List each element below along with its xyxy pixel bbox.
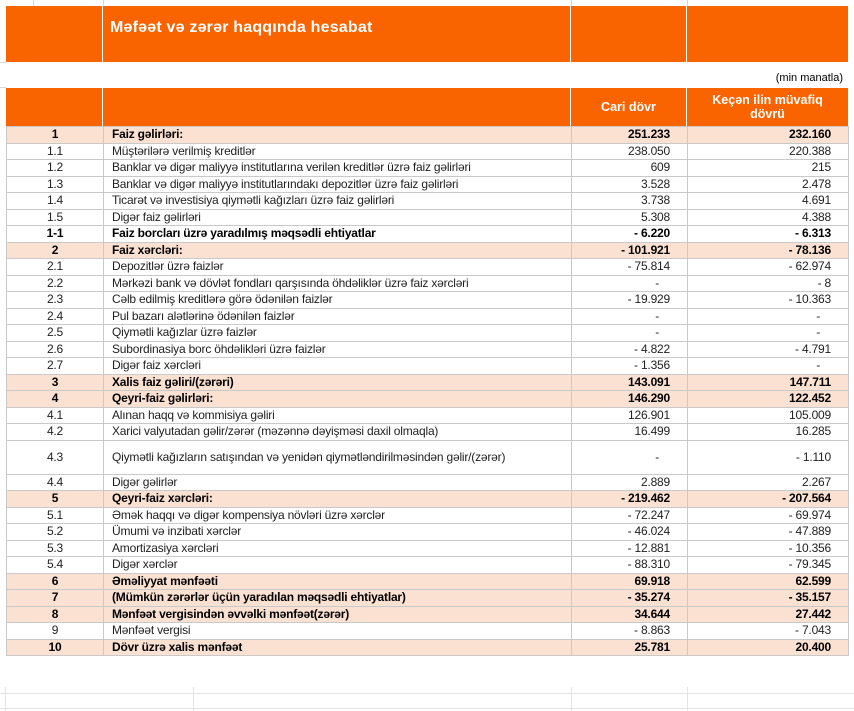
row-label-cell: Faiz borcları üzrə yaradılmış məqsədli ehtiyatlar <box>104 226 572 243</box>
previous-value-cell: 232.160 <box>688 127 849 144</box>
previous-value-cell: 2.267 <box>688 474 849 491</box>
row-number-cell: 5 <box>7 491 104 508</box>
current-value-cell: 16.499 <box>572 424 688 441</box>
current-value-cell: - <box>572 275 688 292</box>
page-title: Məfəət və zərər haqqında hesabat <box>110 19 373 36</box>
previous-value-cell: - <box>688 358 849 375</box>
previous-value-cell: 4.388 <box>688 209 849 226</box>
row-label-cell: Qiymətli kağızlar üzrə faizlər <box>104 325 572 342</box>
previous-value-cell: 147.711 <box>688 374 849 391</box>
previous-value-cell: - <box>688 308 849 325</box>
row-number-cell: 10 <box>7 639 104 656</box>
column-header-band <box>6 88 848 126</box>
current-value-cell: 238.050 <box>572 143 688 160</box>
previous-value-cell: 2.478 <box>688 176 849 193</box>
previous-value-cell: - 8 <box>688 275 849 292</box>
current-value-cell: - 72.247 <box>572 507 688 524</box>
row-label-cell: Faiz gəlirləri: <box>104 127 572 144</box>
row-number-cell: 1.1 <box>7 143 104 160</box>
row-label-cell: Ticarət və investisiya qiymətli kağızları üzrə faiz gəlirləri <box>104 193 572 210</box>
row-label-cell: Digər faiz xərcləri <box>104 358 572 375</box>
row-label-cell: Alınan haqq və kommisiya gəliri <box>104 407 572 424</box>
row-label-cell: Amortizasiya xərcləri <box>104 540 572 557</box>
row-label-cell: Xalis faiz gəliri/(zərəri) <box>104 374 572 391</box>
row-label-cell: Mənfəət vergisindən əvvəlki mənfəət(zərər) <box>104 606 572 623</box>
previous-value-cell: - 69.974 <box>688 507 849 524</box>
row-number-cell: 2.2 <box>7 275 104 292</box>
row-number-cell: 9 <box>7 623 104 640</box>
row-label-cell: (Mümkün zərərlər üçün yaradılan məqsədli ehtiyatlar) <box>104 590 572 607</box>
table-row <box>7 573 849 590</box>
table-row <box>7 590 849 607</box>
row-number-cell: 5.3 <box>7 540 104 557</box>
statement-table <box>6 126 849 656</box>
row-number-cell: 5.4 <box>7 557 104 574</box>
row-label-cell: Mərkəzi bank və dövlət fondları qarşısında öhdəliklər üzrə faiz xərcləri <box>104 275 572 292</box>
previous-value-cell: - 207.564 <box>688 491 849 508</box>
table-row <box>7 193 849 210</box>
gridline <box>193 687 194 711</box>
table-row <box>7 209 849 226</box>
title-band-spacer-left <box>6 6 102 62</box>
current-value-cell: - <box>572 440 688 474</box>
row-label-cell: Qiymətli kağızların satışından və yenidən qiymətləndirilməsindən gəlir/(zərər) <box>104 440 572 474</box>
row-number-cell: 4 <box>7 391 104 408</box>
row-label-cell: Banklar və digər maliyyə institutlarına verilən kreditlər üzrə faiz gəlirləri <box>104 160 572 177</box>
row-label-cell: Qeyri-faiz gəlirləri: <box>104 391 572 408</box>
gridline <box>0 708 854 709</box>
row-number-cell: 2.1 <box>7 259 104 276</box>
row-number-cell: 6 <box>7 573 104 590</box>
row-label-cell: Depozitlər üzrə faizlər <box>104 259 572 276</box>
unit-note: (min manatla) <box>775 72 843 84</box>
row-number-cell: 1.5 <box>7 209 104 226</box>
current-value-cell: 609 <box>572 160 688 177</box>
current-value-cell: 143.091 <box>572 374 688 391</box>
current-value-cell: - 88.310 <box>572 557 688 574</box>
current-value-cell: - 75.814 <box>572 259 688 276</box>
row-label-cell: Faiz xərcləri: <box>104 242 572 259</box>
row-number-cell: 1.4 <box>7 193 104 210</box>
current-value-cell: - 219.462 <box>572 491 688 508</box>
current-value-cell: - <box>572 308 688 325</box>
current-value-cell: - 19.929 <box>572 292 688 309</box>
table-row <box>7 226 849 243</box>
row-label-cell: Pul bazarı alətlərinə ödənilən faizlər <box>104 308 572 325</box>
table-row <box>7 524 849 541</box>
gridline <box>5 687 6 711</box>
previous-value-cell: 16.285 <box>688 424 849 441</box>
current-value-cell: - 12.881 <box>572 540 688 557</box>
current-value-cell: - 46.024 <box>572 524 688 541</box>
previous-value-cell: - 79.345 <box>688 557 849 574</box>
current-value-cell: 251.233 <box>572 127 688 144</box>
table-row <box>7 358 849 375</box>
current-value-cell: - <box>572 325 688 342</box>
previous-value-cell: 215 <box>688 160 849 177</box>
row-label-cell: Müştərilərə verilmiş kreditlər <box>104 143 572 160</box>
table-row <box>7 160 849 177</box>
row-label-cell: Cəlb edilmiş kreditlərə görə ödənilən faizlər <box>104 292 572 309</box>
table-row <box>7 143 849 160</box>
row-number-cell: 3 <box>7 374 104 391</box>
column-header-current: Cari dövr <box>571 88 686 126</box>
current-value-cell: 3.738 <box>572 193 688 210</box>
row-label-cell: Banklar və digər maliyyə institutlarındakı depozitlər üzrə faiz gəlirləri <box>104 176 572 193</box>
current-value-cell: - 1.356 <box>572 358 688 375</box>
previous-value-cell: - 7.043 <box>688 623 849 640</box>
current-value-cell: 126.901 <box>572 407 688 424</box>
current-value-cell: 3.528 <box>572 176 688 193</box>
previous-value-cell: - 6.313 <box>688 226 849 243</box>
previous-value-cell: - 47.889 <box>688 524 849 541</box>
row-number-cell: 5.2 <box>7 524 104 541</box>
table-row <box>7 308 849 325</box>
previous-value-cell: 105.009 <box>688 407 849 424</box>
row-label-cell: Xarici valyutadan gəlir/zərər (məzənnə dəyişməsi daxil olmaqla) <box>104 424 572 441</box>
table-row <box>7 540 849 557</box>
table-row <box>7 474 849 491</box>
row-number-cell: 1.3 <box>7 176 104 193</box>
previous-value-cell: - <box>688 325 849 342</box>
row-label-cell: Dövr üzrə xalis mənfəət <box>104 639 572 656</box>
row-number-cell: 4.2 <box>7 424 104 441</box>
row-number-cell: 8 <box>7 606 104 623</box>
row-number-cell: 7 <box>7 590 104 607</box>
unit-note-band <box>6 62 848 88</box>
current-value-cell: - 101.921 <box>572 242 688 259</box>
previous-value-cell: - 78.136 <box>688 242 849 259</box>
row-label-cell: Subordinasiya borc öhdəlikləri üzrə faizlər <box>104 341 572 358</box>
column-header-previous: Keçən ilin müvafiq dövrü <box>687 88 848 126</box>
previous-value-cell: 20.400 <box>688 639 849 656</box>
row-number-cell: 1.2 <box>7 160 104 177</box>
current-value-cell: 146.290 <box>572 391 688 408</box>
row-number-cell: 4.1 <box>7 407 104 424</box>
row-number-cell: 2.6 <box>7 341 104 358</box>
row-label-cell: Digər gəlirlər <box>104 474 572 491</box>
row-number-cell: 2.7 <box>7 358 104 375</box>
row-number-cell: 2.4 <box>7 308 104 325</box>
previous-value-cell: - 10.356 <box>688 540 849 557</box>
table-row <box>7 440 849 474</box>
table-row <box>7 391 849 408</box>
previous-value-cell: - 4.791 <box>688 341 849 358</box>
statement-table-wrap <box>6 126 848 656</box>
table-row <box>7 292 849 309</box>
table-row <box>7 407 849 424</box>
table-row <box>7 507 849 524</box>
previous-value-cell: - 62.974 <box>688 259 849 276</box>
title-band-spacer-right <box>687 6 848 62</box>
gridline <box>0 693 854 694</box>
table-row <box>7 491 849 508</box>
statement-table-body <box>7 127 849 656</box>
row-label-cell: Mənfəət vergisi <box>104 623 572 640</box>
row-label-cell: Ümumi və inzibati xərclər <box>104 524 572 541</box>
row-label-cell: Qeyri-faiz xərcləri: <box>104 491 572 508</box>
row-label-cell: Digər xərclər <box>104 557 572 574</box>
table-row <box>7 242 849 259</box>
column-header-description <box>103 88 570 126</box>
table-row <box>7 127 849 144</box>
title-band <box>6 6 848 62</box>
title-band-spacer-mid <box>571 6 686 62</box>
table-row <box>7 639 849 656</box>
row-number-cell: 4.4 <box>7 474 104 491</box>
current-value-cell: 2.889 <box>572 474 688 491</box>
table-row <box>7 606 849 623</box>
gridline <box>687 687 688 711</box>
row-number-cell: 4.3 <box>7 440 104 474</box>
current-value-cell: 69.918 <box>572 573 688 590</box>
row-label-cell: Əməliyyat mənfəəti <box>104 573 572 590</box>
current-value-cell: 5.308 <box>572 209 688 226</box>
current-value-cell: - 35.274 <box>572 590 688 607</box>
current-value-cell: - 4.822 <box>572 341 688 358</box>
row-number-cell: 2.3 <box>7 292 104 309</box>
row-number-cell: 1 <box>7 127 104 144</box>
table-row <box>7 259 849 276</box>
previous-value-cell: 122.452 <box>688 391 849 408</box>
table-row <box>7 341 849 358</box>
table-row <box>7 424 849 441</box>
row-label-cell: Digər faiz gəlirləri <box>104 209 572 226</box>
row-number-cell: 1-1 <box>7 226 104 243</box>
gridline <box>571 687 572 711</box>
previous-value-cell: - 35.157 <box>688 590 849 607</box>
previous-value-cell: 220.388 <box>688 143 849 160</box>
current-value-cell: 25.781 <box>572 639 688 656</box>
previous-value-cell: 62.599 <box>688 573 849 590</box>
current-value-cell: 34.644 <box>572 606 688 623</box>
table-row <box>7 557 849 574</box>
row-number-cell: 2.5 <box>7 325 104 342</box>
row-number-cell: 5.1 <box>7 507 104 524</box>
current-value-cell: - 8.863 <box>572 623 688 640</box>
column-header-number <box>6 88 102 126</box>
table-row <box>7 275 849 292</box>
previous-value-cell: - 10.363 <box>688 292 849 309</box>
row-number-cell: 2 <box>7 242 104 259</box>
previous-value-cell: - 1.110 <box>688 440 849 474</box>
table-row <box>7 176 849 193</box>
previous-value-cell: 4.691 <box>688 193 849 210</box>
previous-value-cell: 27.442 <box>688 606 849 623</box>
current-value-cell: - 6.220 <box>572 226 688 243</box>
table-row <box>7 623 849 640</box>
table-row <box>7 325 849 342</box>
title-cell <box>103 6 570 62</box>
table-row <box>7 374 849 391</box>
row-label-cell: Əmək haqqı və digər kompensiya növləri üzrə xərclər <box>104 507 572 524</box>
